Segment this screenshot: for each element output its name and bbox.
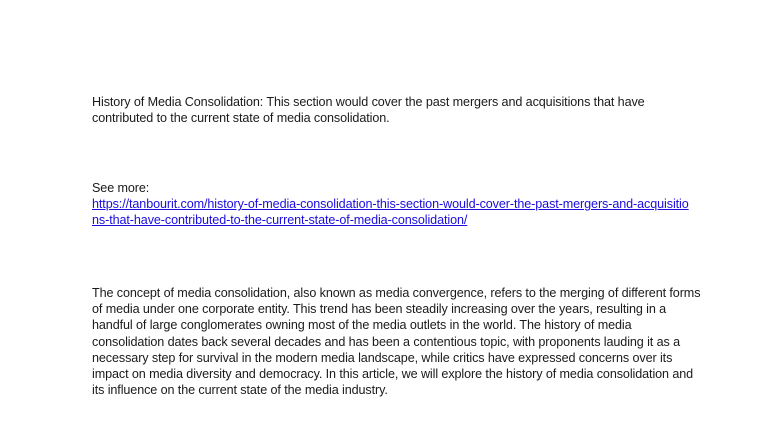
see-more-block [92,180,702,229]
see-more-label: See more: [92,181,150,195]
body-paragraph: The concept of media consolidation, also known as media convergence, refers to the merging of different forms of media under one corporate entity. This trend has been steadily increasing over the years, resulting in a handful of large conglomerates owning most of the media outlets in the world. The history of media consolidation dates back several decades and has been a contentious topic, with proponents lauding it as a necessary step for survival in the modern media landscape, while critics have expressed concerns over its impact on media diversity and democracy. In this article, we will explore the history of media consolidation and its influence on the current state of the media industry. [92,286,701,398]
intro-paragraph: History of Media Consolidation: This section would cover the past mergers and acquisitions that have contributed to the current state of media consolidation. [92,95,645,126]
article-link[interactable]: https://tanbourit.com/history-of-media-consolidation-this-section-would-cover-the-past-mergers-and-acquisitions-that-have-contributed-to-the-current-state-of-media-consolidation/ [92,197,689,228]
